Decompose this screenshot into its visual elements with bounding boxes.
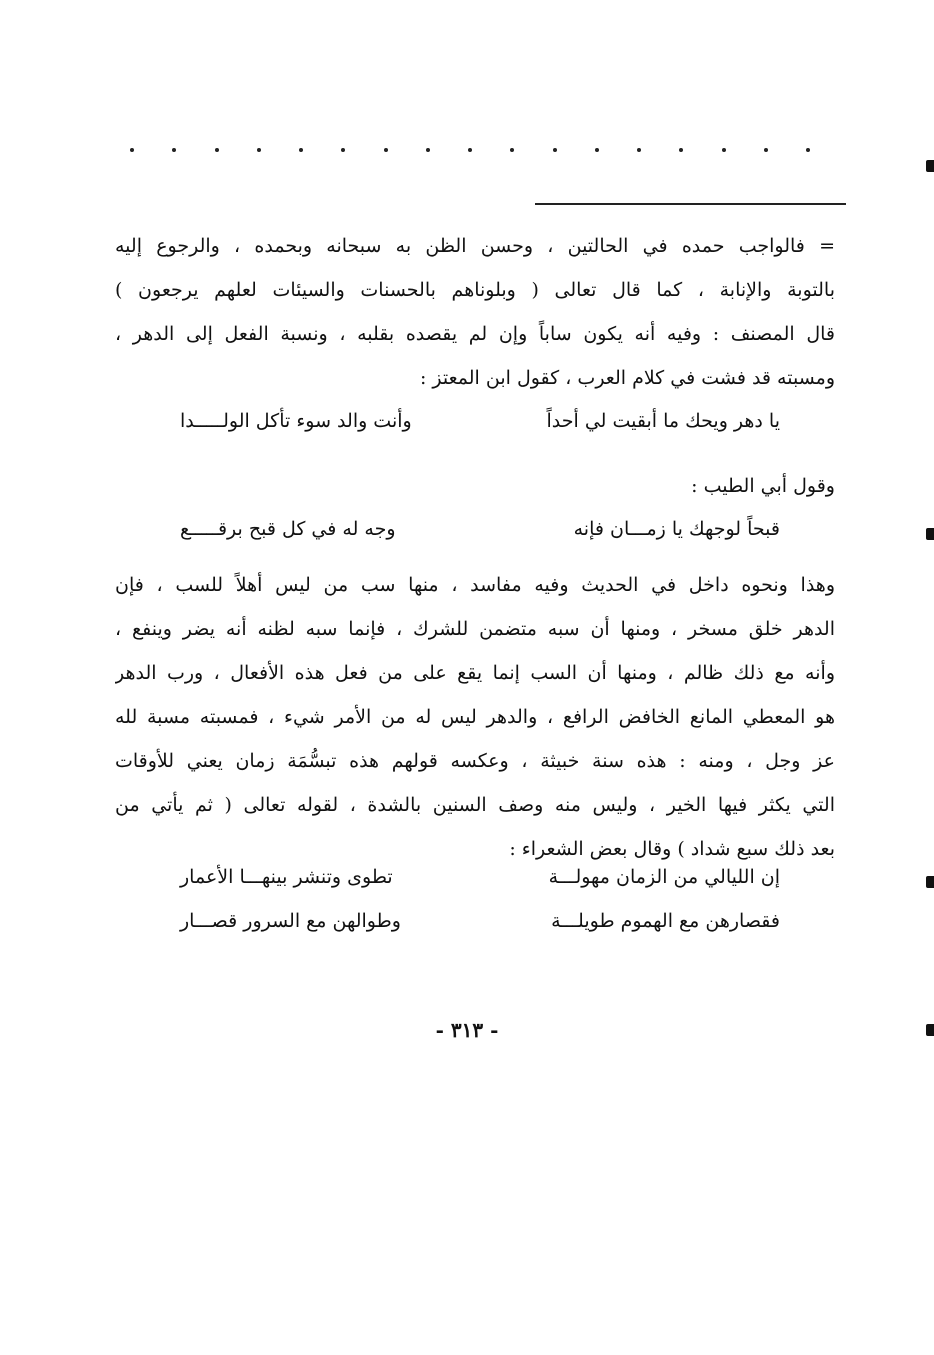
decorative-dot (257, 148, 261, 152)
verse-intro-abu-altayyib (115, 464, 835, 508)
decorative-dot (215, 148, 219, 152)
verse-second-hemistich: وأنت والد سوء تأكل الولـــــدا (180, 410, 412, 432)
verse-second-hemistich: تطوى وتنشر بينهـــا الأعمار (180, 866, 393, 888)
decorative-dot (510, 148, 514, 152)
decorative-dot (172, 148, 176, 152)
verse-poets-second (180, 910, 780, 932)
commentary-line: التي يكثر فيها الخير ، وليس منه وصف السنين بالشدة ، لقوله تعالى ( ثم يأتي من (115, 794, 835, 816)
verse-second-hemistich: وطوالهن مع السرور قصـــار (180, 910, 401, 932)
footnote-line: بالتوبة والإنابة ، كما قال تعالى ( وبلوناهم بالحسنات والسيئات لعلهم يرجعون ) (115, 279, 835, 301)
decorative-dot (764, 148, 768, 152)
decorative-dot (595, 148, 599, 152)
footnote-separator-rule (535, 203, 846, 205)
verse-ibn-almutazz (180, 410, 780, 432)
decorative-dot (806, 148, 810, 152)
footnote-paragraph (115, 224, 835, 400)
decorative-dot (130, 148, 134, 152)
verse-second-hemistich: وجه له في كل قبح برقـــــع (180, 518, 396, 540)
decorative-dot (468, 148, 472, 152)
decorative-dot (426, 148, 430, 152)
margin-mark (926, 876, 934, 888)
decorative-dot (553, 148, 557, 152)
page-number: - ٣١٣ - (435, 1018, 499, 1042)
footnote-line: = فالواجب حمده في الحالتين ، وحسن الظن به سبحانه وبحمده ، والرجوع إليه (115, 235, 835, 257)
margin-mark (926, 528, 934, 540)
verse-first-hemistich: فقصارهن مع الهموم طويلـــة (551, 910, 780, 932)
decorative-dot (299, 148, 303, 152)
footnote-line: ومسبته قد فشت في كلام العرب ، كقول ابن المعتز : (419, 367, 835, 389)
commentary-line: وأنه مع ذلك ظالم ، ومنها أن السب إنما يقع على من فعل هذه الأفعال ، ورب الدهر (115, 662, 835, 684)
commentary-line: وهذا ونحوه داخل في الحديث وفيه مفاسد ، منها سب من ليس أهلاً للسب ، فإن (115, 574, 835, 596)
decorative-dot (341, 148, 345, 152)
decorative-dot-row (130, 140, 810, 160)
verse-first-hemistich: قبحاً لوجهك يا زمـــان فإنه (573, 518, 780, 540)
verse-first-hemistich: إن الليالي من الزمان مهولـــة (548, 866, 780, 888)
margin-mark (926, 1024, 934, 1036)
verse-abu-altayyib (180, 518, 780, 540)
footnote-line: قال المصنف : وفيه أنه يكون ساباً وإن لم يقصده بقلبه ، ونسبة الفعل إلى الدهر ، (115, 323, 835, 345)
commentary-line: عز وجل ، ومنه : هذه سنة خبيثة ، وعكسه قولهم هذه تبسُّمَة زمان يعني للأوقات (115, 750, 835, 772)
commentary-paragraph (115, 563, 835, 871)
commentary-line: هو المعطي المانع الخافض الرافع ، والدهر ليس له من الأمر شيء ، فمسبته مسبة لله (115, 706, 835, 728)
decorative-dot (384, 148, 388, 152)
margin-mark (926, 160, 934, 172)
decorative-dot (637, 148, 641, 152)
decorative-dot (722, 148, 726, 152)
commentary-line: الدهر خلق مسخر ، ومنها أن سبه متضمن للشرك ، فإنما سبه لظنه أنه يضر وينفع ، (115, 618, 835, 640)
verse-first-hemistich: يا دهر ويحك ما أبقيت لي أحداً (546, 410, 780, 432)
verse-poets-first (180, 866, 780, 888)
intro-line: وقول أبي الطيب : (691, 475, 835, 497)
decorative-dot (679, 148, 683, 152)
commentary-line: بعد ذلك سبع شداد ) وقال بعض الشعراء : (509, 838, 835, 860)
